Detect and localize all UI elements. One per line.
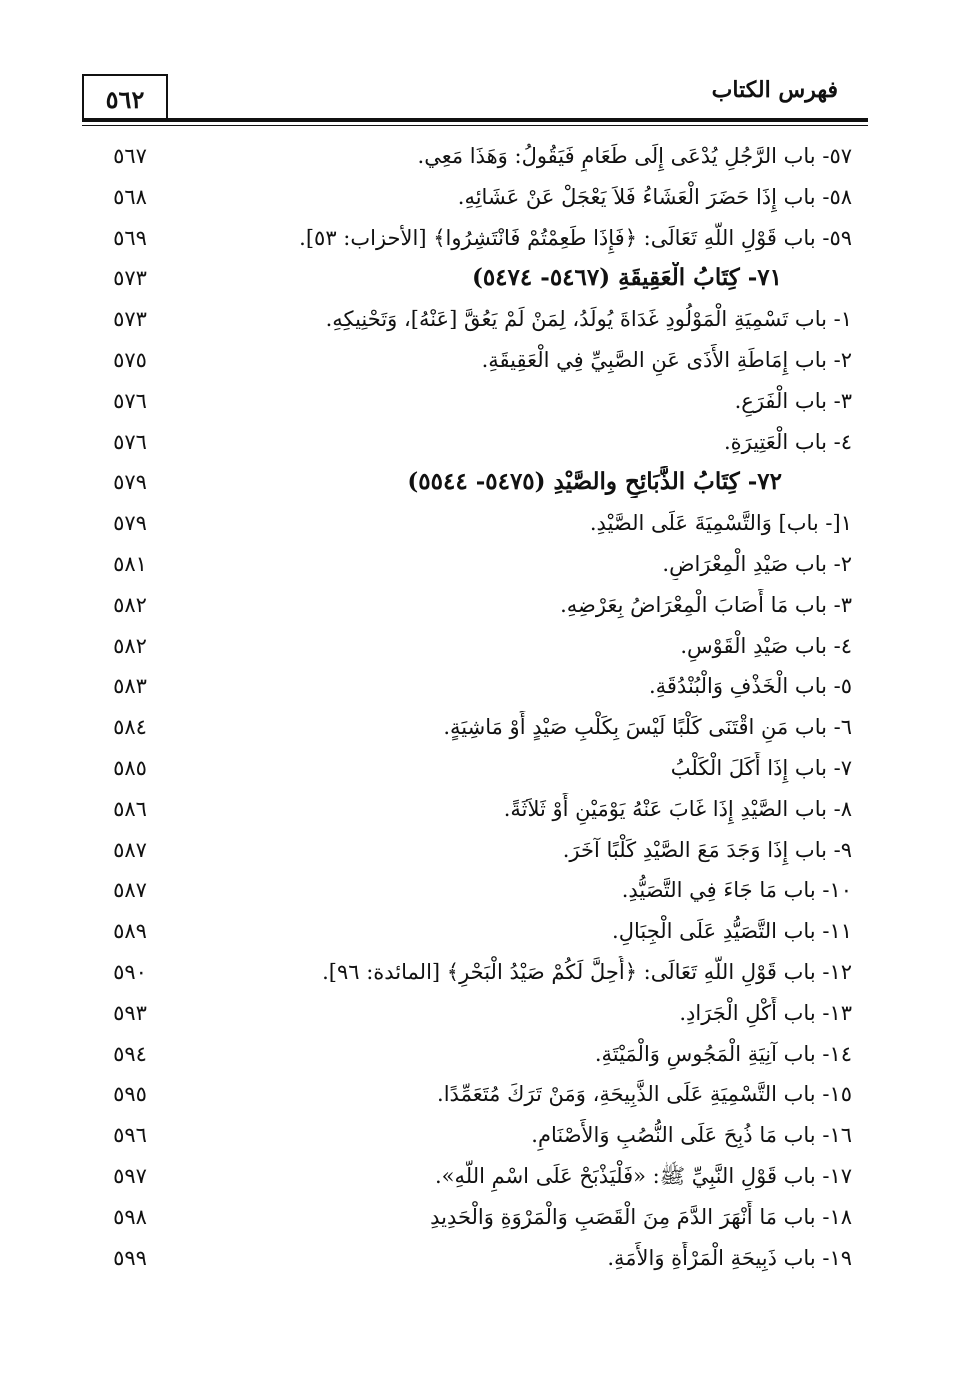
chapter-title: ١٦- باب مَا ذُبِحَ عَلَى النُّصُبِ وَالأَصْنَامِ. [531, 1123, 852, 1148]
page-reference: ٥٧٣ [113, 266, 147, 291]
page-reference: ٥٩٣ [113, 1000, 147, 1025]
book-heading-row [100, 466, 852, 507]
index-entry-row [100, 303, 852, 344]
index-entry-row [100, 1119, 852, 1160]
page-reference: ٥٧٣ [113, 307, 147, 332]
index-entry-row [100, 874, 852, 915]
index-entry-row [100, 589, 852, 630]
chapter-title: ١٥- باب التَّسْمِيَةِ عَلَى الذَّبِيحَةِ، وَمَنْ تَرَكَ مُتَعَمِّدًا. [437, 1082, 852, 1107]
chapter-title: ٣- باب مَا أَصَابَ الْمِعْرَاضُ بِعَرْضِهِ. [560, 592, 852, 617]
index-entry-row [100, 181, 852, 222]
index-entry-row [100, 344, 852, 385]
index-entry-row [100, 997, 852, 1038]
chapter-title: ١٧- باب قَوْلِ النَّبِيِّ ﷺ: «فَلْيَذْبَحْ عَلَى اسْمِ اللَّهِ». [434, 1163, 852, 1188]
chapter-title: ١٤- باب آنِيَةِ الْمَجُوسِ وَالْمَيْتَةِ. [594, 1041, 852, 1066]
page-reference: ٥٩٨ [113, 1204, 147, 1229]
chapter-title: ١١- باب التَّصَيُّدِ عَلَى الْجِبَالِ. [612, 919, 852, 944]
index-entry-row [100, 426, 852, 467]
page-reference: ٥٧٩ [113, 511, 147, 536]
chapter-title: ٣- باب الْفَرَعِ. [734, 388, 852, 413]
chapter-title: ٥- باب الْخَذْفِ وَالْبُنْدُقَةِ. [648, 674, 852, 699]
page-reference: ٥٩٧ [113, 1163, 147, 1188]
book-heading-title: ٧٢- كِتَابُ الذَّبَائِحِ والصَّيْدِ (٥٤٧٥- ٥٥٤٤) [407, 468, 782, 496]
index-entry-row [100, 222, 852, 263]
index-entry-row [100, 670, 852, 711]
chapter-title: ٧- باب إِذَا أَكَلَ الْكَلْبُ [670, 755, 852, 780]
page-reference: ٥٩٩ [113, 1245, 147, 1270]
page-reference: ٥٧٦ [113, 429, 147, 454]
index-entry-row [100, 1201, 852, 1242]
chapter-title: ١٢- باب قَوْلِ اللَّهِ تَعَالَى: ﴿أُحِلَّ لَكُمْ صَيْدُ الْبَحْرِ﴾ [المائدة: ٩٦]. [322, 959, 852, 984]
page-reference: ٥٨٣ [113, 674, 147, 699]
index-entry-row [100, 956, 852, 997]
page-reference: ٥٨٧ [113, 878, 147, 903]
index-entry-row [100, 834, 852, 875]
chapter-title: ١٣- باب أَكْلِ الْجَرَادِ. [679, 1000, 852, 1025]
chapter-title: ٤- باب صَيْدِ الْقَوْسِ. [680, 633, 852, 658]
chapter-title: ٨- باب الصَّيْدِ إِذَا غَابَ عَنْهُ يَوْمَيْنِ أَوْ ثَلاَثَةً. [503, 796, 852, 821]
index-entries [100, 140, 852, 1282]
index-entry-row [100, 793, 852, 834]
index-entry-row [100, 711, 852, 752]
page-reference: ٥٩٤ [113, 1041, 147, 1066]
page-reference: ٥٨٢ [113, 592, 147, 617]
page-reference: ٥٨٦ [113, 796, 147, 821]
chapter-title: ٢- باب صَيْدِ الْمِعْرَاضِ. [662, 551, 852, 576]
chapter-title: ٥٩- باب قَوْلِ اللَّهِ تَعَالَى: ﴿فَإِذَا طَعِمْتُمْ فَانْتَشِرُوا﴾ [الأحزاب: ٥٣]. [299, 225, 852, 250]
book-heading-row [100, 262, 852, 303]
index-entry-row [100, 630, 852, 671]
chapter-title: ٦- باب مَنِ اقْتَنَى كَلْبًا لَيْسَ بِكَلْبِ صَيْدٍ أَوْ مَاشِيَةٍ. [443, 715, 852, 740]
page-reference: ٥٨٤ [113, 715, 147, 740]
chapter-title: ١٩- باب ذَبِيحَةِ الْمَرْأَةِ وَالأَمَةِ. [607, 1245, 852, 1270]
index-entry-row [100, 140, 852, 181]
chapter-title: ٥٧- باب الرَّجُلِ يُدْعَى إِلَى طَعَامٍ فَيَقُولُ: وَهَذَا مَعِي. [417, 144, 852, 168]
index-entry-row [100, 385, 852, 426]
page-reference: ٥٨٢ [113, 633, 147, 658]
page-reference: ٥٩٠ [113, 959, 147, 984]
page-reference: ٥٩٥ [113, 1082, 147, 1107]
header-rule-thin [82, 125, 868, 126]
chapter-title: ٢- باب إِمَاطَةِ الأَذَى عَنِ الصَّبِيِّ فِي الْعَقِيقَةِ. [481, 347, 852, 372]
chapter-title: ١[- باب] وَالتَّسْمِيَةَ عَلَى الصَّيْدِ. [589, 511, 852, 536]
chapter-title: ١- باب تَسْمِيَةِ الْمَوْلُودِ غَدَاةَ يُولَدُ، لِمَنْ لَمْ يَعُقَّ [عَنْهُ]، وَتَحْنِيكِهِ. [325, 307, 852, 332]
page-reference: ٥٩٦ [113, 1123, 147, 1148]
page-reference: ٥٨٧ [113, 837, 147, 862]
index-entry-row [100, 1078, 852, 1119]
page-number-box [82, 74, 168, 118]
header-rule [82, 118, 868, 122]
chapter-title: ٩- باب إِذَا وَجَدَ مَعَ الصَّيْدِ كَلْبًا آخَرَ. [562, 837, 852, 862]
page-reference: ٥٨٥ [113, 755, 147, 780]
index-entry-row [100, 1160, 852, 1201]
book-heading-title: ٧١- كِتَابُ الْعَقِيقَةِ (٥٤٦٧- ٥٤٧٤) [471, 264, 782, 292]
page-reference: ٥٧٩ [113, 470, 147, 495]
page-reference: ٥٦٧ [113, 144, 147, 168]
index-entry-row [100, 915, 852, 956]
page-reference: ٥٦٩ [113, 225, 147, 250]
page-reference: ٥٨١ [113, 551, 147, 576]
page-reference: ٥٦٨ [113, 184, 147, 209]
index-entry-row [100, 1242, 852, 1283]
index-entry-row [100, 1038, 852, 1079]
page-reference: ٥٧٦ [113, 388, 147, 413]
index-entry-row [100, 548, 852, 589]
index-entry-row [100, 752, 852, 793]
chapter-title: ٤- باب الْعَتِيرَةِ. [723, 429, 852, 454]
chapter-title: ١٨- باب مَا أَنْهَرَ الدَّمَ مِنَ الْقَصَبِ وَالْمَرْوَةِ وَالْحَدِيدِ [430, 1204, 852, 1229]
page-reference: ٥٨٩ [113, 919, 147, 944]
index-entry-row [100, 507, 852, 548]
chapter-title: ١٠- باب مَا جَاءَ فِي التَّصَيُّدِ. [621, 878, 852, 903]
page-reference: ٥٧٥ [113, 347, 147, 372]
page-number: ٥٦٢ [105, 85, 145, 114]
chapter-title: ٥٨- باب إِذَا حَضَرَ الْعَشَاءُ فَلاَ يَعْجَلْ عَنْ عَشَائِهِ. [457, 184, 852, 209]
running-title: فهرس الكتاب [711, 77, 838, 103]
